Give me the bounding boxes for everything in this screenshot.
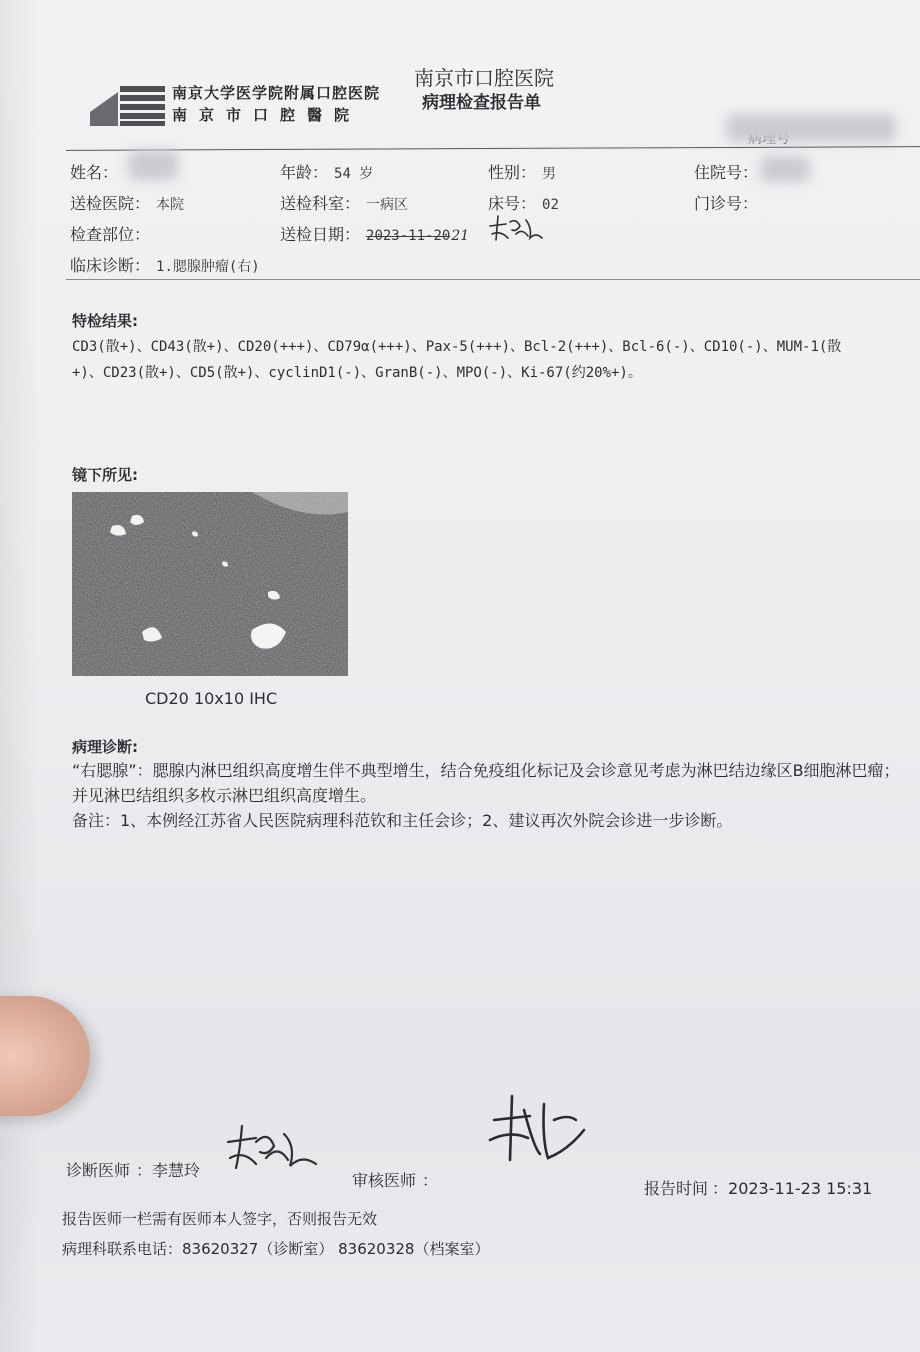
report-hospital-title: 南京市口腔医院 xyxy=(414,66,554,90)
diagnosing-doctor-label: 诊断医师 xyxy=(66,1161,131,1180)
sex-value: 男 xyxy=(542,166,557,182)
header-divider xyxy=(66,146,920,151)
patient-age-field xyxy=(280,160,373,183)
report-title: 病理检查报告单 xyxy=(422,93,541,113)
bed-value: 02 xyxy=(542,197,559,213)
age-label: 年龄： xyxy=(280,163,329,182)
sex-label: 性别： xyxy=(488,163,537,182)
bed-label: 床号： xyxy=(488,194,537,213)
diagnosis-note: 备注：1、本例经江苏省人民医院病理科范钦和主任会诊；2、建议再次外院会诊进一步诊断。 xyxy=(72,811,733,830)
report-time-value: ：2023-11-23 15:31 xyxy=(712,1179,873,1198)
microscopy-caption: CD20 10x10 IHC xyxy=(145,689,278,708)
redacted-inpatient-number xyxy=(760,156,810,182)
redacted-pathology-number xyxy=(726,114,896,142)
sending-dept-field xyxy=(280,191,408,214)
age-value: 54 岁 xyxy=(334,166,374,182)
info-divider xyxy=(66,279,920,280)
microscopy-image xyxy=(72,492,348,676)
clinical-diagnosis-value: 1.腮腺肿瘤(右) xyxy=(156,259,260,275)
inpatient-number-field xyxy=(694,160,758,183)
diagnosing-doctor-value: ：李慧玲 xyxy=(136,1161,201,1180)
sending-hospital-value: 本院 xyxy=(156,197,185,213)
sending-hospital-label: 送检医院： xyxy=(70,194,151,213)
hospital-name-line1: 南京大学医学院附属口腔医院 xyxy=(172,84,381,102)
pathology-diagnosis-title: 病理诊断: xyxy=(72,738,138,756)
clinical-diagnosis-label: 临床诊断： xyxy=(70,256,151,275)
hospital-logo-icon xyxy=(90,86,165,126)
reviewing-doctor-label: 审核医师 xyxy=(352,1171,417,1190)
reviewer-signature-icon xyxy=(484,1090,594,1170)
redacted-patient-name xyxy=(128,150,178,180)
patient-name-field xyxy=(70,160,118,183)
date-correction: 21 xyxy=(451,228,470,244)
tissue-micrograph-icon xyxy=(72,492,348,676)
report-time-field xyxy=(644,1176,872,1199)
doctor-signature-icon xyxy=(222,1120,322,1182)
paper-shadow xyxy=(0,0,40,1352)
initials-signature-icon xyxy=(486,212,546,248)
sending-hospital-field xyxy=(70,191,184,214)
sending-dept-label: 送检科室： xyxy=(280,194,361,213)
submit-date-field xyxy=(280,222,469,245)
submit-date-label: 送检日期： xyxy=(280,225,361,244)
microscopy-title: 镜下所见: xyxy=(72,466,138,484)
outpatient-number-field xyxy=(694,191,758,214)
sending-dept-value: 一病区 xyxy=(366,197,409,213)
hospital-name-line2: 南京市口腔醫院 xyxy=(172,106,362,124)
diagnosing-doctor-field xyxy=(66,1158,200,1181)
exam-site-field xyxy=(70,222,150,245)
special-tests-title: 特检结果: xyxy=(72,312,138,330)
patient-sex-field xyxy=(488,160,556,183)
exam-site-label: 检查部位： xyxy=(70,225,151,244)
finger-occlusion xyxy=(0,996,90,1116)
inpatient-label: 住院号： xyxy=(694,163,759,182)
report-time-label: 报告时间 xyxy=(644,1179,709,1198)
bed-number-field xyxy=(488,191,559,214)
reviewing-doctor-value: ： xyxy=(422,1171,439,1190)
footer-contact: 病理科联系电话：83620327（诊断室） 83620328（档案室） xyxy=(62,1240,490,1258)
outpatient-label: 门诊号： xyxy=(694,194,759,213)
clinical-diagnosis-field xyxy=(70,253,260,276)
pathology-diagnosis-body xyxy=(72,758,912,833)
patient-name-label: 姓名： xyxy=(70,163,119,182)
reviewing-doctor-field xyxy=(352,1168,438,1191)
special-tests-text: CD3(散+)、CD43(散+)、CD20(+++)、CD79α(+++)、Pax-5(+++)、Bcl-2(+++)、Bcl-6(-)、CD10(-)、MUM-1(散+)、CD23(散+)、CD5(散+)、cyclinD1(-)、GranB(-)、MPO(-)、Ki-67(约20%+)。 xyxy=(72,339,842,381)
submit-date-value: 2023-11-20 xyxy=(366,228,451,244)
diagnosis-text: “右腮腺”：腮腺内淋巴组织高度增生伴不典型增生，结合免疫组化标记及会诊意见考虑为淋巴结边缘区B细胞淋巴瘤；并见淋巴结组织多枚示淋巴组织高度增生。 xyxy=(72,761,900,805)
footer-notice: 报告医师一栏需有医师本人签字，否则报告无效 xyxy=(62,1210,378,1228)
